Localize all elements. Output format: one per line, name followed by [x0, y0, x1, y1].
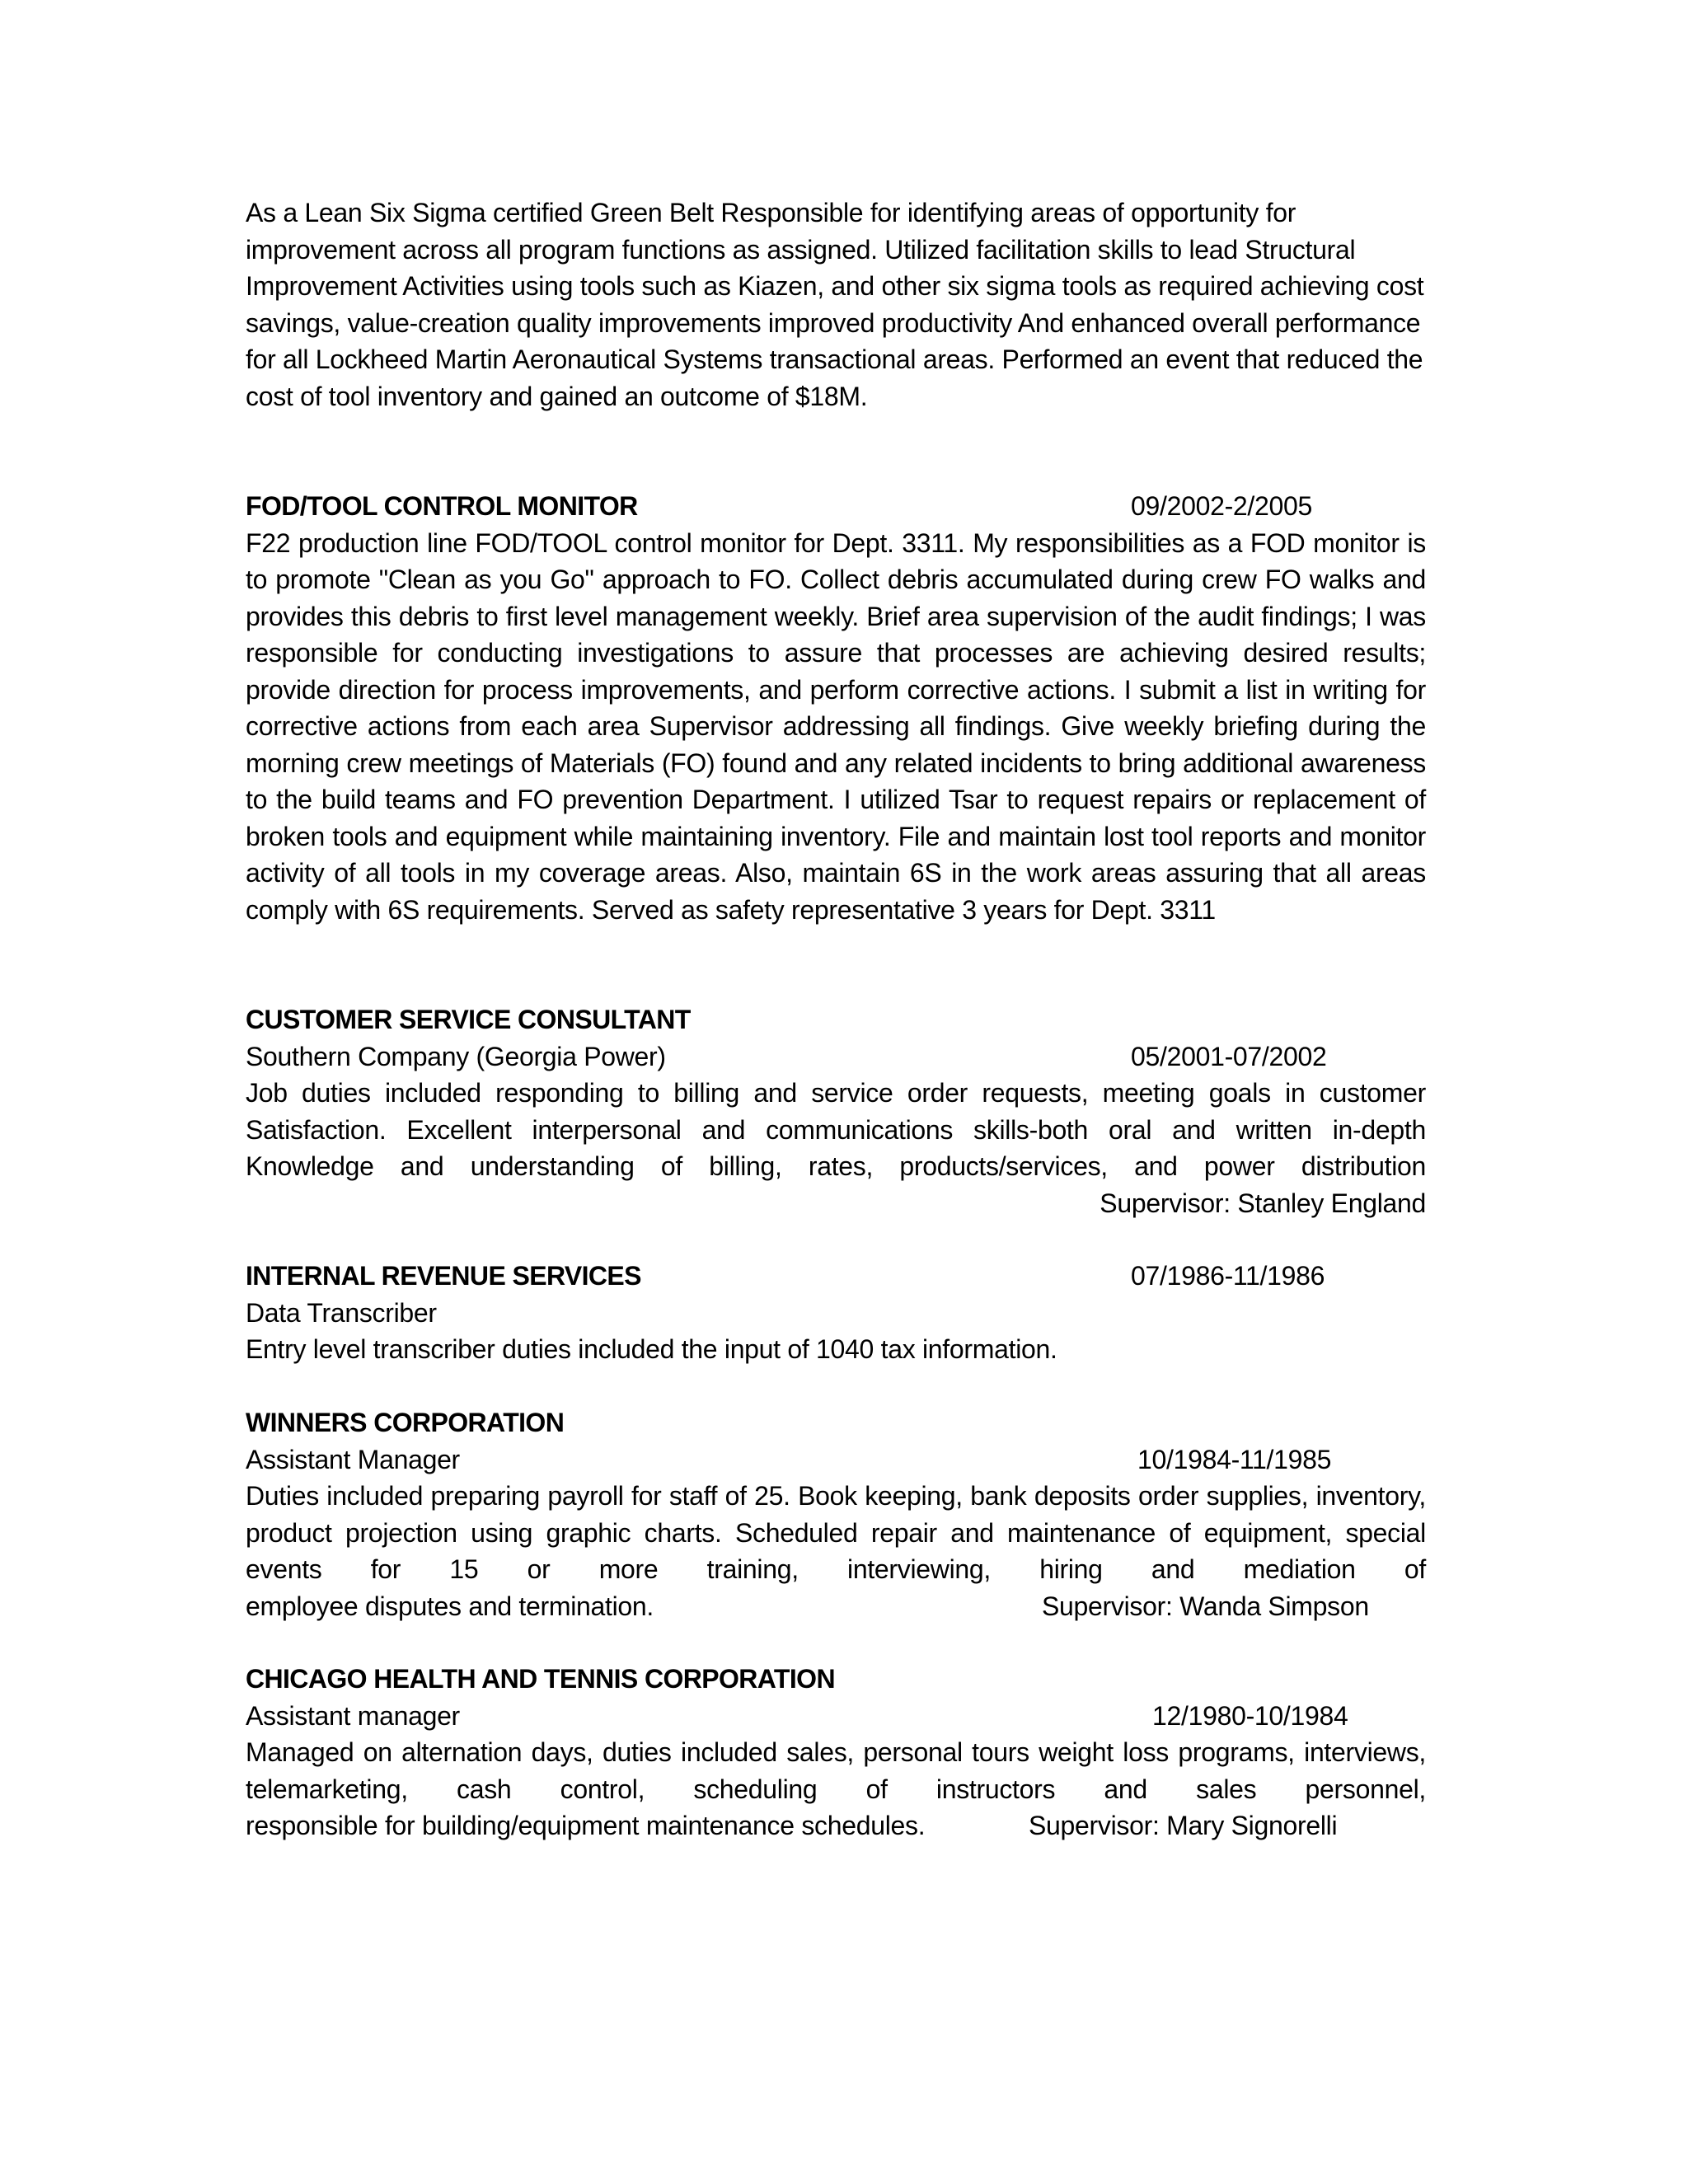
winners-supervisor: Supervisor: Wanda Simpson [1042, 1591, 1369, 1621]
winners-title: WINNERS CORPORATION [246, 1408, 565, 1437]
chicago-title: CHICAGO HEALTH AND TENNIS CORPORATION [246, 1664, 835, 1694]
irs-dates: 07/1986-11/1986 [1131, 1261, 1325, 1291]
customer-service-section [246, 1001, 1426, 1221]
chicago-description: Managed on alternation days, duties included sales, personal tours weight loss programs, interviews, telemarketing, cash control, scheduling of instructors and sales personnel, [246, 1737, 1426, 1804]
chicago-supervisor: Supervisor: Mary Signorelli [1029, 1811, 1338, 1840]
fod-section [246, 488, 1426, 928]
fod-dates: 09/2002-2/2005 [1131, 491, 1313, 521]
winners-position: Assistant Manager [246, 1444, 460, 1474]
irs-description: Entry level transcriber duties included the input of 1040 tax information. [246, 1334, 1057, 1364]
customer-service-description: Job duties included responding to billing and service order requests, meeting goals in customer Satisfaction. Excellent interpersonal and communications skills-both oral and written in-depth Knowledge and understanding of billing, rates, products/services, and power distribution [246, 1078, 1426, 1181]
chicago-dates: 12/1980-10/1984 [1152, 1700, 1348, 1731]
fod-description: F22 production line FOD/TOOL control monitor for Dept. 3311. My responsibilities as a FOD monitor is to promote "Clean as you Go" approach to FO. Collect debris accumulated during crew FO walks and provides this debris to first level management weekly. Brief area supervision of the audit findings; I was responsible for conducting investigations to assure that processes are achieving desired results; provide direction for process improvements, and perform corrective actions. I submit a list in writing for corrective actions from each area Supervisor addressing all findings. Give weekly briefing during the morning crew meetings of Materials (FO) found and any related incidents to bring additional awareness to the build teams and FO prevention Department. I utilized Tsar to request repairs or replacement of broken tools and equipment while maintaining inventory. File and maintain lost tool reports and monitor activity of all tools in my coverage areas. Also, maintain 6S in the work areas assuring that all areas comply with 6S requirements. Served as safety representative 3 years for Dept. 3311 [246, 527, 1426, 925]
winners-last-line: employee disputes and termination. [246, 1591, 654, 1621]
fod-title: FOD/TOOL CONTROL MONITOR [246, 491, 638, 521]
irs-position: Data Transcriber [246, 1297, 437, 1328]
chicago-section [246, 1661, 1426, 1844]
intro-section [246, 194, 1426, 415]
chicago-position: Assistant manager [246, 1700, 460, 1731]
customer-service-supervisor: Supervisor: Stanley England [1100, 1188, 1426, 1218]
winners-section [246, 1404, 1426, 1624]
irs-section [246, 1258, 1426, 1368]
winners-dates: 10/1984-11/1985 [1137, 1444, 1332, 1474]
customer-service-employer: Southern Company (Georgia Power) [246, 1041, 666, 1071]
irs-title: INTERNAL REVENUE SERVICES [246, 1261, 641, 1291]
chicago-last-line: responsible for building/equipment maintenance schedules. [246, 1811, 926, 1840]
winners-description: Duties included preparing payroll for staff of 25. Book keeping, bank deposits order supplies, inventory, product projection using graphic charts. Scheduled repair and maintenance of equipment, special events for 15 or more training, interviewing, hiring and mediation of [246, 1481, 1426, 1584]
customer-service-title: CUSTOMER SERVICE CONSULTANT [246, 1005, 691, 1034]
customer-service-dates: 05/2001-07/2002 [1131, 1041, 1327, 1071]
intro-paragraph: As a Lean Six Sigma certified Green Belt Responsible for identifying areas of opportunity for improvement across all program functions as assigned. Utilized facilitation skills to lead Structural Improvement Activities using tools such as Kiazen, and other six sigma tools as required achieving cost savings, value-creation quality improvements improved productivity And enhanced overall performance for all Lockheed Martin Aeronautical Systems transactional areas. Performed an event that reduced the cost of tool inventory and gained an outcome of $18M. [246, 198, 1424, 411]
